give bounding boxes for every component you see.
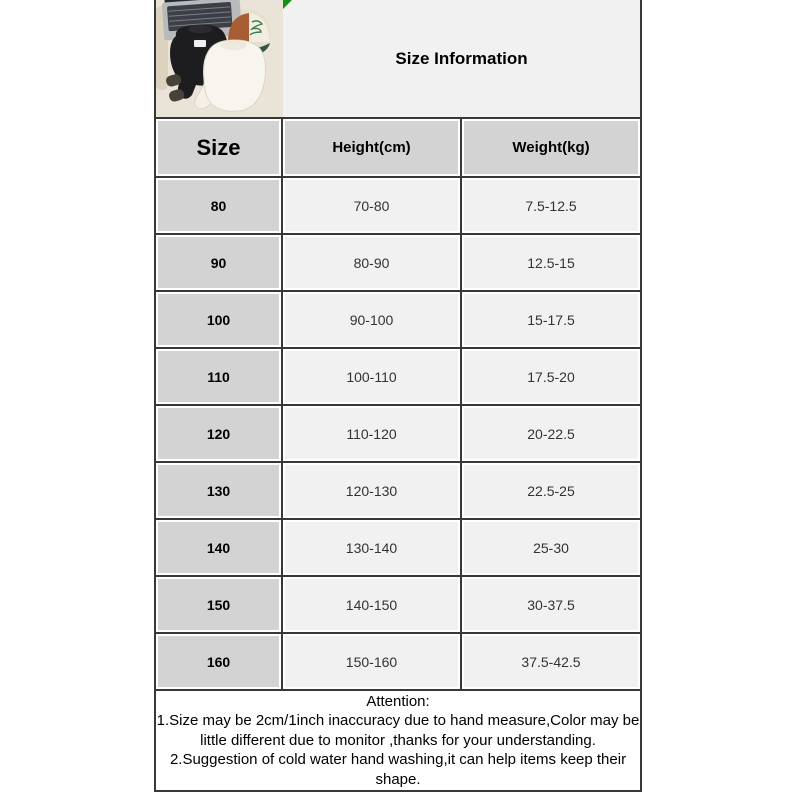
- height-cell: 150-160: [282, 633, 461, 690]
- attention-line-1: 1.Size may be 2cm/1inch inaccuracy due to hand measure,Color may be little different due to monitor ,thanks for your understanding.: [156, 712, 640, 749]
- weight-cell: 30-37.5: [461, 576, 641, 633]
- weight-cell: 20-22.5: [461, 405, 641, 462]
- table-row: [155, 348, 641, 405]
- green-corner-marker-icon: [283, 0, 292, 9]
- height-cell: 130-140: [282, 519, 461, 576]
- weight-cell: 15-17.5: [461, 291, 641, 348]
- size-cell: 100: [155, 291, 282, 348]
- table-row: [155, 405, 641, 462]
- table-row: [155, 633, 641, 690]
- attention-row: [155, 690, 641, 791]
- table-row: [155, 177, 641, 234]
- table-row: [155, 462, 641, 519]
- product-photo: [156, 0, 283, 117]
- size-information-title: Size Information: [395, 48, 528, 68]
- attention-note: [155, 690, 641, 791]
- height-cell: 120-130: [282, 462, 461, 519]
- size-cell: 150: [155, 576, 282, 633]
- size-cell: 110: [155, 348, 282, 405]
- attention-title: Attention:: [366, 692, 430, 710]
- height-cell: 140-150: [282, 576, 461, 633]
- height-cell: 90-100: [282, 291, 461, 348]
- table-row: [155, 234, 641, 291]
- size-cell: 130: [155, 462, 282, 519]
- header-row: [155, 118, 641, 177]
- product-photo-cell: [155, 0, 282, 118]
- table-row: [155, 576, 641, 633]
- size-information-banner: [282, 0, 641, 118]
- column-header-weight: Weight(kg): [461, 118, 641, 177]
- weight-cell: 25-30: [461, 519, 641, 576]
- weight-cell: 17.5-20: [461, 348, 641, 405]
- column-header-height: Height(cm): [282, 118, 461, 177]
- table-row: [155, 291, 641, 348]
- size-chart-table: [154, 0, 642, 792]
- table-row: [155, 519, 641, 576]
- weight-cell: 22.5-25: [461, 462, 641, 519]
- weight-cell: 37.5-42.5: [461, 633, 641, 690]
- height-cell: 110-120: [282, 405, 461, 462]
- weight-cell: 7.5-12.5: [461, 177, 641, 234]
- height-cell: 70-80: [282, 177, 461, 234]
- size-cell: 80: [155, 177, 282, 234]
- top-row: [155, 0, 641, 118]
- size-cell: 90: [155, 234, 282, 291]
- size-cell: 140: [155, 519, 282, 576]
- attention-line-2: 2.Suggestion of cold water hand washing,it can help items keep their shape.: [169, 751, 627, 788]
- height-cell: 100-110: [282, 348, 461, 405]
- column-header-size: Size: [155, 118, 282, 177]
- height-cell: 80-90: [282, 234, 461, 291]
- size-cell: 160: [155, 633, 282, 690]
- size-cell: 120: [155, 405, 282, 462]
- weight-cell: 12.5-15: [461, 234, 641, 291]
